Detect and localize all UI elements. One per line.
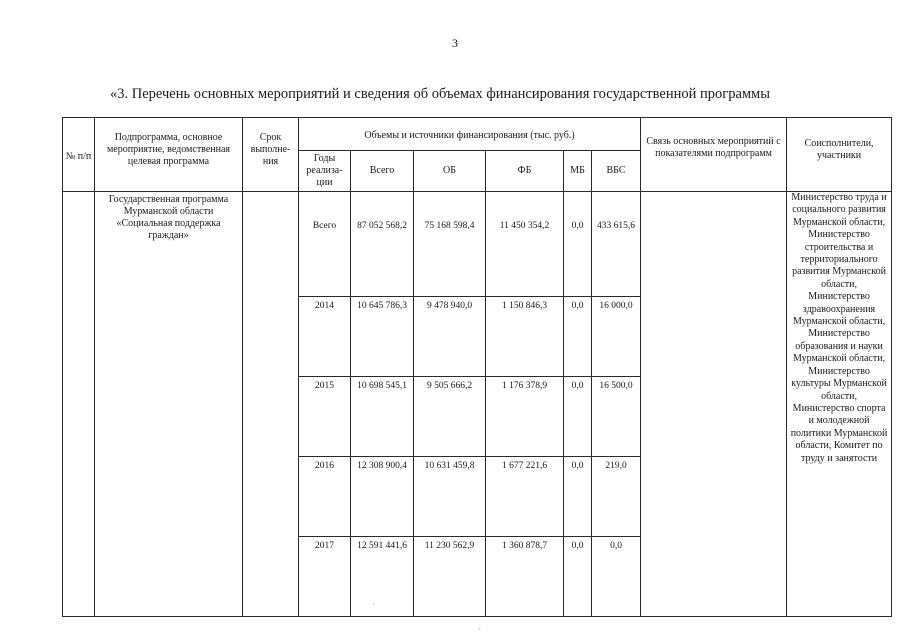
- header-subprogram: Подпрограмма, основное мероприятие, ведомственная целевая программа: [95, 118, 243, 192]
- header-num: № п/п: [63, 118, 95, 192]
- year-cell: Всего: [299, 192, 351, 297]
- mb-cell: 0,0: [564, 537, 592, 617]
- year-cell: 2017: [299, 537, 351, 617]
- header-executors: Соисполнители, участники: [787, 118, 892, 192]
- mb-cell: 0,0: [564, 297, 592, 377]
- fb-cell: 1 360 878,7: [486, 537, 564, 617]
- vbs-cell: 219,0: [592, 457, 641, 537]
- vbs-cell: 16 000,0: [592, 297, 641, 377]
- page-number: 3: [452, 36, 458, 50]
- total-cell: 10 645 786,3: [351, 297, 414, 377]
- term-cell: [243, 192, 299, 617]
- mb-cell: 0,0: [564, 457, 592, 537]
- total-cell: 87 052 568,2: [351, 192, 414, 297]
- year-cell: 2014: [299, 297, 351, 377]
- fb-cell: 11 450 354,2: [486, 192, 564, 297]
- header-total: Всего: [351, 151, 414, 192]
- header-years: Годы реализа-ции: [299, 151, 351, 192]
- vbs-cell: 0,0: [592, 537, 641, 617]
- program-name: Государственная программа Мурманской области «Социальная поддержка граждан»: [95, 192, 243, 617]
- mb-cell: 0,0: [564, 377, 592, 457]
- mb-cell: 0,0: [564, 192, 592, 297]
- year-cell: 2015: [299, 377, 351, 457]
- table-row: [63, 192, 892, 297]
- ob-cell: 9 505 666,2: [414, 377, 486, 457]
- fb-cell: 1 677 221,6: [486, 457, 564, 537]
- ob-cell: 11 230 562,9: [414, 537, 486, 617]
- section-title: «3. Перечень основных мероприятий и сведения об объемах финансирования государственной программы: [110, 86, 770, 102]
- program-table: [62, 117, 892, 617]
- header-mb: МБ: [564, 151, 592, 192]
- vbs-cell: 16 500,0: [592, 377, 641, 457]
- scan-speck: ·: [372, 600, 375, 609]
- ob-cell: 10 631 459,8: [414, 457, 486, 537]
- fb-cell: 1 176 378,9: [486, 377, 564, 457]
- ob-cell: 9 478 940,0: [414, 297, 486, 377]
- header-financing: Объемы и источники финансирования (тыс. руб.): [299, 118, 641, 151]
- total-cell: 12 591 441,6: [351, 537, 414, 617]
- ob-cell: 75 168 598,4: [414, 192, 486, 297]
- fb-cell: 1 150 846,3: [486, 297, 564, 377]
- header-link: Связь основных мероприятий с показателями подпрограмм: [641, 118, 787, 192]
- header-term: Срок выполне-ния: [243, 118, 299, 192]
- num-cell: [63, 192, 95, 617]
- header-fb: ФБ: [486, 151, 564, 192]
- total-cell: 10 698 545,1: [351, 377, 414, 457]
- scan-speck: -: [478, 624, 481, 633]
- link-cell: [641, 192, 787, 617]
- header-vbs: ВБС: [592, 151, 641, 192]
- executors-text: Министерство труда и социального развития Мурманской области, Министерство строительства и территориального развития Мурманской области, Министерство здравоохранения Мурманской области, Министерство образования и науки Мурманской области, Министерство культуры Мурманской области, Министерство спорта и молодежной политики Мурманской области, Комитет по труду и занятости: [787, 192, 892, 617]
- header-ob: ОБ: [414, 151, 486, 192]
- year-cell: 2016: [299, 457, 351, 537]
- total-cell: 12 308 900,4: [351, 457, 414, 537]
- vbs-cell: 433 615,6: [592, 192, 641, 297]
